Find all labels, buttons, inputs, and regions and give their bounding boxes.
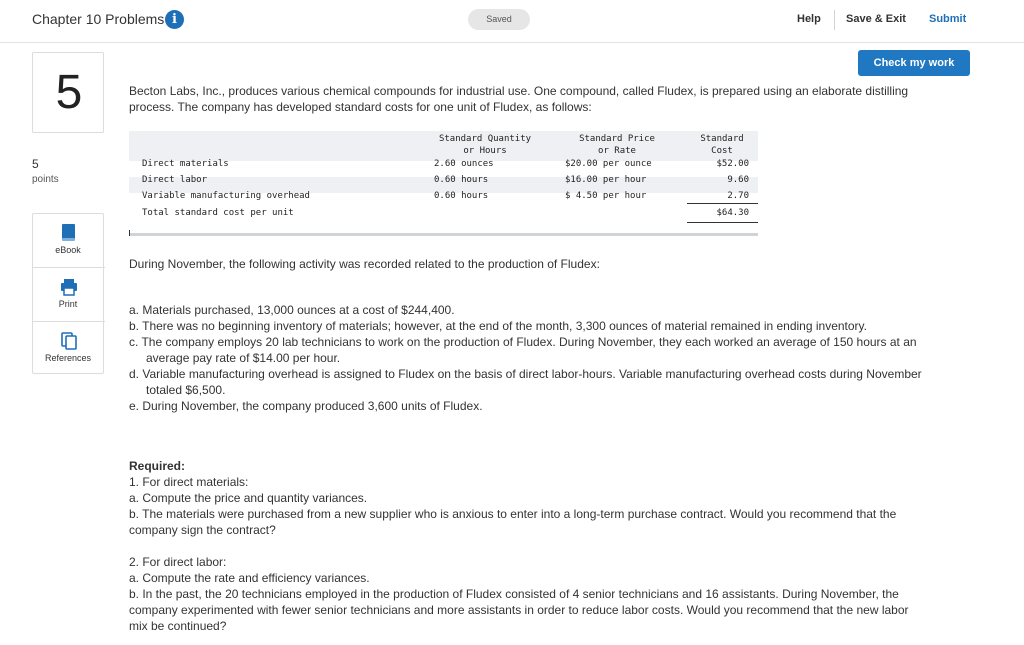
header-quantity-line1: Standard Quantity [438,134,532,144]
standard-cost-table [129,131,758,236]
row-item: Variable manufacturing overhead [142,191,310,201]
header-quantity-line2: or Hours [463,146,507,156]
row-price: $20.00 per ounce [565,159,652,169]
header-price-line2: or Rate [598,146,636,156]
required-section [129,458,919,634]
part1-b: b. The materials were purchased from a new supplier who is anxious to enter into a long-term purchase contract. Would you recommend that the company sign the contract? [129,507,897,537]
row-item: Direct materials [142,159,229,169]
list-item: a. Materials purchased, 13,000 ounces at a cost of $244,400. [129,303,455,317]
row-quantity: 0.60 hours [434,175,489,185]
question-number: 5 [55,66,83,119]
print-button[interactable] [33,267,105,320]
section-gap [129,538,919,554]
side-tools-panel [32,213,104,374]
header-price-line1: Standard Price [579,134,655,144]
print-label: Print [58,299,78,309]
ebook-label: eBook [55,245,81,255]
total-cost: $64.30 [716,208,749,218]
points-value: 5 [32,157,39,171]
table-scroll-marker [129,230,130,236]
part1-a: a. Compute the price and quantity variances. [129,491,368,505]
list-item: c. The company employs 20 lab technicians to work on the production of Fludex. During November, they each worked an average of 150 hours at an average pay rate of $14.00 per hour. [129,335,917,365]
row-quantity: 2.60 ounces [434,159,494,169]
references-icon [60,332,78,350]
points-label: points [32,174,59,185]
part2-a: a. Compute the rate and efficiency variances. [129,571,370,585]
row-price: $ 4.50 per hour [565,191,647,201]
submit-link[interactable]: Submit [929,13,967,25]
ebook-button[interactable] [33,214,105,267]
activity-list [129,302,949,414]
part2-title: 2. For direct labor: [129,555,227,569]
saved-status-badge: Saved [468,9,530,30]
chapter-title: Chapter 10 Problems [32,11,165,27]
row-item: Direct labor [142,175,208,185]
row-cost: 9.60 [727,175,749,185]
list-item: d. Variable manufacturing overhead is assigned to Fludex on the basis of direct labor-hours. Variable manufacturing overhead costs during November totaled $6,500. [129,367,922,397]
header-divider [834,10,835,30]
problem-intro: Becton Labs, Inc., produces various chemical compounds for industrial use. One compound, called Fludex, is prepared using an elaborate distilling process. The company has developed standard costs for one unit of Fludex, as follows: [129,84,909,114]
info-icon[interactable]: i [165,10,184,29]
header-cost-line1: Standard [700,134,744,144]
printer-icon [60,278,78,296]
table-scrollbar[interactable] [129,233,758,236]
total-rule [687,222,758,223]
top-bar [0,0,1024,43]
check-my-work-button[interactable]: Check my work [858,50,970,76]
header-cost-line2: Cost [711,146,733,156]
save-exit-link[interactable]: Save & Exit [846,13,906,25]
row-quantity: 0.60 hours [434,191,489,201]
required-title: Required: [129,459,186,473]
row-cost: 2.70 [727,191,749,201]
question-number-box [32,52,104,133]
activity-intro: During November, the following activity was recorded related to the production of Fludex: [129,257,600,271]
subtotal-rule [687,203,758,204]
help-link[interactable]: Help [797,13,821,25]
book-icon [60,223,78,243]
part1-title: 1. For direct materials: [129,475,249,489]
list-item: b. There was no beginning inventory of materials; however, at the end of the month, 3,300 ounces of material remained in ending inventory. [129,319,867,333]
row-cost: $52.00 [716,159,749,169]
list-item: e. During November, the company produced 3,600 units of Fludex. [129,399,483,413]
part2-b: b. In the past, the 20 technicians employed in the production of Fludex consisted of 4 senior technicians and 16 assistants. During November, the company experimented with fewer senior technicians and more assistants in order to reduce labor costs. Would you recommend that the new labor mix be continued? [129,587,909,633]
row-price: $16.00 per hour [565,175,647,185]
total-label: Total standard cost per unit [142,208,294,218]
references-button[interactable] [33,321,105,374]
references-label: References [44,353,92,363]
